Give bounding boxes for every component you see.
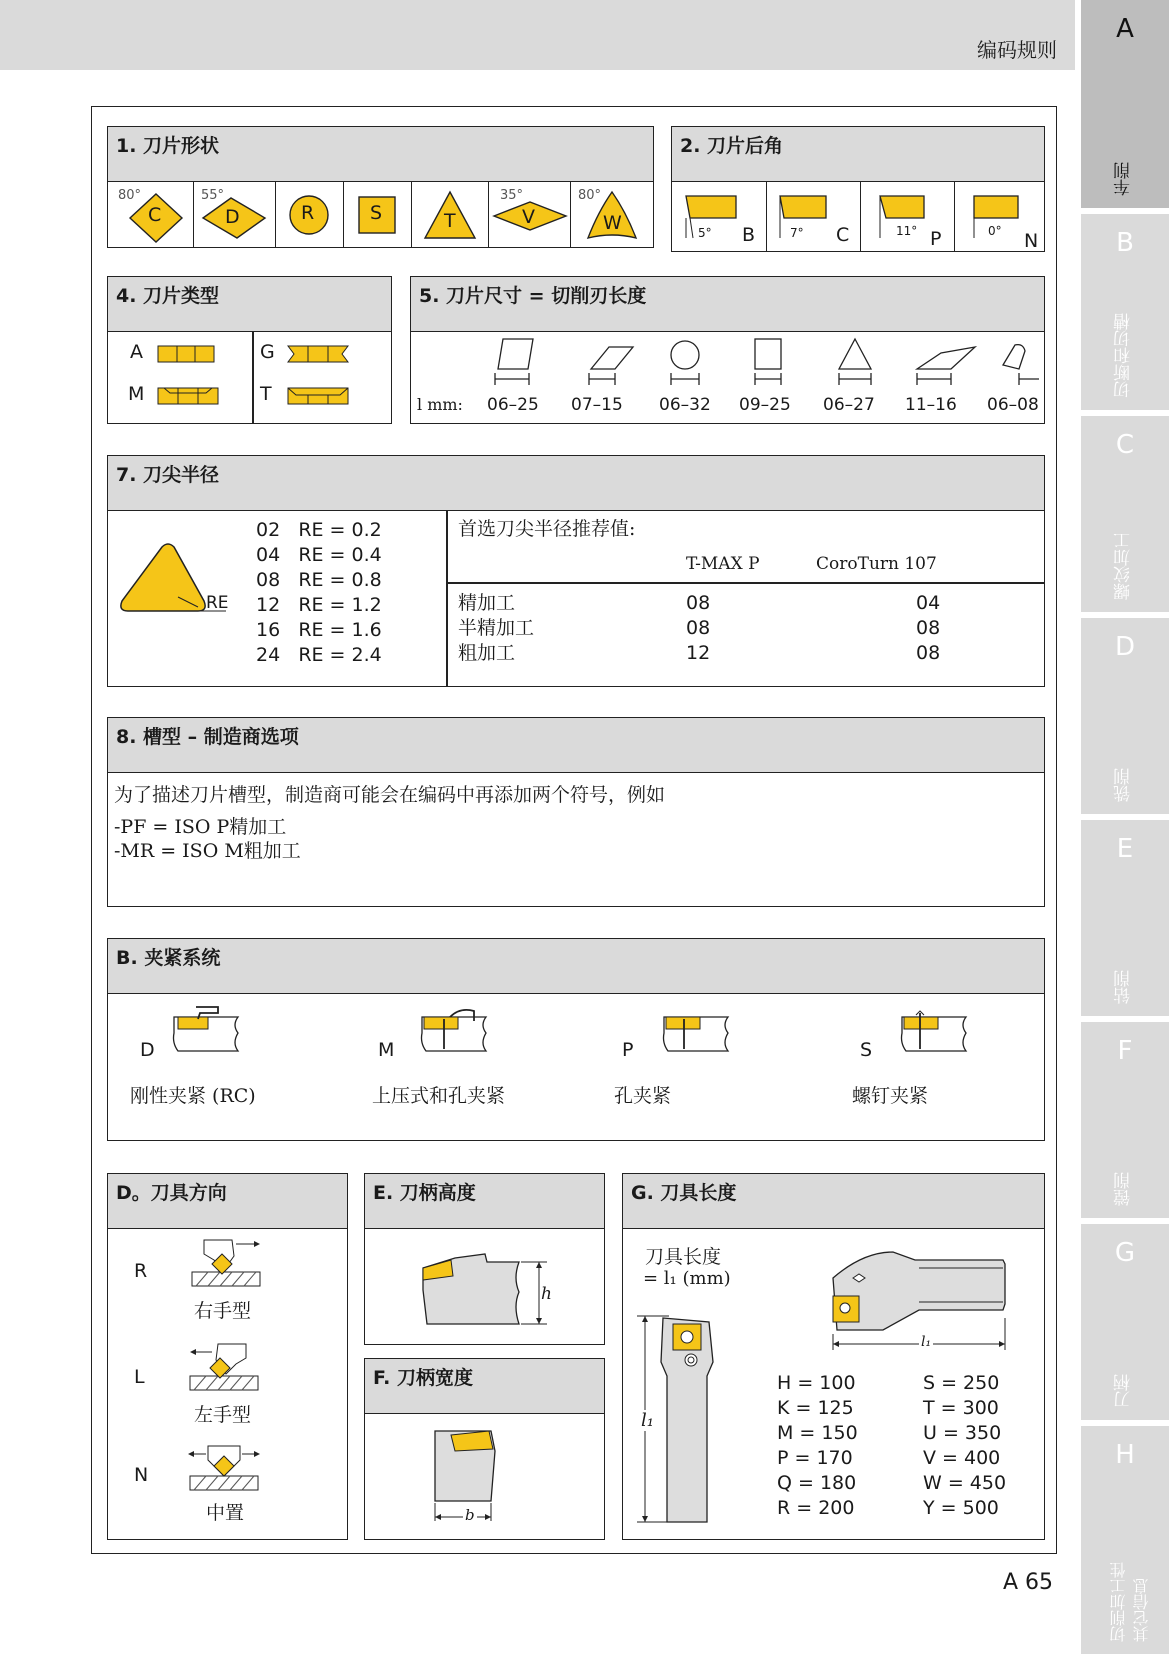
size-unit-label: l mm: bbox=[417, 395, 463, 414]
shape-code: D bbox=[225, 206, 240, 228]
length-code: H = 100 bbox=[777, 1372, 856, 1394]
radius-code: 04 bbox=[256, 544, 281, 566]
radius-value: RE = 1.2 bbox=[298, 594, 382, 616]
size-value: 11–16 bbox=[905, 395, 957, 415]
shape-row bbox=[108, 182, 653, 247]
direction-code: L bbox=[134, 1366, 145, 1388]
side-tab-h[interactable] bbox=[1081, 1426, 1169, 1654]
size-value: 06–08 bbox=[987, 395, 1039, 415]
type-t-icon bbox=[286, 385, 352, 409]
radius-code: 12 bbox=[256, 594, 281, 616]
section-nose-radius bbox=[107, 455, 1045, 687]
recommend-row-name: 半精加工 bbox=[458, 617, 535, 639]
dim-h-label: h bbox=[541, 1284, 552, 1304]
side-tab-label: 车削 bbox=[1114, 162, 1134, 196]
shape-cell-t bbox=[411, 182, 489, 247]
direction-label: 中置 bbox=[206, 1502, 245, 1524]
side-tab-c[interactable] bbox=[1081, 416, 1169, 612]
divider bbox=[446, 582, 1044, 584]
type-a-icon bbox=[156, 343, 218, 367]
side-tab-label: 镗削 bbox=[1114, 1172, 1134, 1206]
side-tab-letter: H bbox=[1115, 1440, 1135, 1470]
section-title: E. 刀柄高度 bbox=[365, 1174, 604, 1229]
side-tab-letter: A bbox=[1116, 14, 1134, 44]
shape-cell-v bbox=[488, 182, 571, 247]
section-title: F. 刀柄宽度 bbox=[365, 1359, 604, 1414]
section-chipbreaker bbox=[107, 717, 1045, 907]
clearance-cell-b bbox=[672, 182, 767, 251]
radius-code: 08 bbox=[256, 569, 281, 591]
shape-code: T bbox=[444, 210, 456, 232]
clearance-cell-c bbox=[766, 182, 861, 251]
column-header-coroturn: CoroTurn 107 bbox=[816, 554, 937, 574]
length-code: U = 350 bbox=[923, 1422, 1002, 1444]
length-code: Y = 500 bbox=[923, 1497, 999, 1519]
section-title: 7. 刀尖半径 bbox=[108, 456, 1044, 511]
section-title: 4. 刀片类型 bbox=[108, 277, 391, 332]
shank-width-icon bbox=[431, 1421, 531, 1533]
shape-angle: 80° bbox=[118, 188, 142, 203]
section-insert-size bbox=[410, 276, 1045, 424]
clamp-code: M bbox=[378, 1039, 395, 1061]
shape-cell-w bbox=[570, 182, 652, 247]
page-title: 编码规则 bbox=[977, 38, 1057, 62]
section-title: 2. 刀片后角 bbox=[672, 127, 1044, 182]
side-tab-strip bbox=[1081, 0, 1169, 1654]
clearance-cell-p bbox=[860, 182, 955, 251]
type-g-icon bbox=[286, 343, 352, 367]
radius-value: RE = 1.6 bbox=[298, 619, 382, 641]
type-m-icon bbox=[156, 385, 222, 409]
clearance-code: B bbox=[742, 224, 756, 246]
side-tab-label: 钻削 bbox=[1114, 970, 1134, 1004]
clamp-rigid-icon bbox=[168, 1003, 244, 1061]
radius-row bbox=[256, 518, 382, 543]
length-formula: = l₁ (mm) bbox=[643, 1268, 731, 1289]
clamp-hole-icon bbox=[658, 1003, 734, 1061]
type-code: T bbox=[260, 383, 272, 405]
clamp-label: 上压式和孔夹紧 bbox=[372, 1085, 506, 1107]
clearance-row bbox=[672, 182, 1044, 251]
shape-code: S bbox=[370, 202, 383, 224]
radius-code: 02 bbox=[256, 519, 281, 541]
length-code: T = 300 bbox=[923, 1397, 999, 1419]
radius-value: RE = 0.2 bbox=[298, 519, 382, 541]
side-tab-letter: D bbox=[1114, 632, 1136, 662]
side-tab-label: 切断和切槽 bbox=[1114, 313, 1134, 398]
recommend-row-name: 粗加工 bbox=[458, 642, 516, 664]
nose-radius-triangle-icon bbox=[118, 541, 228, 631]
length-label: 刀具长度 bbox=[645, 1246, 722, 1268]
direction-code: R bbox=[134, 1260, 148, 1282]
length-codes-left bbox=[777, 1371, 858, 1521]
clearance-angle: 5° bbox=[698, 226, 712, 240]
recommend-value: 08 bbox=[686, 617, 711, 639]
section-shank-height bbox=[364, 1173, 605, 1345]
clearance-angle: 7° bbox=[790, 226, 804, 240]
side-tab-label: 刀柄 bbox=[1114, 1374, 1134, 1408]
side-tab-label: 切削加工性 其它信息 bbox=[1109, 1562, 1151, 1642]
radius-row bbox=[256, 593, 382, 618]
shape-cell-r bbox=[275, 182, 344, 247]
direction-right-icon bbox=[188, 1236, 264, 1292]
divider bbox=[446, 511, 448, 686]
direction-label: 左手型 bbox=[194, 1404, 252, 1426]
type-code: A bbox=[130, 341, 143, 363]
radius-code: 24 bbox=[256, 644, 281, 666]
radius-row bbox=[256, 568, 382, 593]
recommend-value: 08 bbox=[916, 642, 941, 664]
section-insert-type bbox=[107, 276, 392, 424]
dim-b-label: b bbox=[465, 1506, 475, 1524]
clamp-code: D bbox=[140, 1039, 155, 1061]
clamp-code: S bbox=[860, 1039, 873, 1061]
radius-row bbox=[256, 543, 382, 568]
shape-angle: 80° bbox=[578, 188, 602, 203]
radius-value: RE = 2.4 bbox=[298, 644, 382, 666]
length-code: Q = 180 bbox=[777, 1472, 857, 1494]
divider bbox=[252, 332, 254, 423]
radius-list bbox=[256, 518, 382, 668]
side-tab-d[interactable] bbox=[1081, 618, 1169, 814]
side-tab-f[interactable] bbox=[1081, 1022, 1169, 1218]
size-value: 06–32 bbox=[659, 395, 711, 415]
radius-value: RE = 0.8 bbox=[298, 569, 382, 591]
size-shape-icons bbox=[411, 333, 1043, 391]
side-tab-letter: B bbox=[1116, 228, 1134, 258]
recommend-value: 12 bbox=[686, 642, 711, 664]
column-header-tmaxp: T-MAX P bbox=[686, 554, 760, 574]
radius-code: 16 bbox=[256, 619, 281, 641]
length-code: V = 400 bbox=[923, 1447, 1001, 1469]
section-title: 8. 槽型 – 制造商选项 bbox=[108, 718, 1044, 773]
section-insert-shape bbox=[107, 126, 654, 248]
dim-l1-label: l₁ bbox=[641, 1410, 654, 1431]
side-tab-g[interactable] bbox=[1081, 1224, 1169, 1420]
shape-cell-s bbox=[343, 182, 412, 247]
length-code: P = 170 bbox=[777, 1447, 853, 1469]
recommend-value: 08 bbox=[686, 592, 711, 614]
side-tab-e[interactable] bbox=[1081, 820, 1169, 1016]
clearance-c-icon bbox=[774, 192, 834, 242]
section-title: B. 夹紧系统 bbox=[108, 939, 1044, 994]
clamp-label: 螺钉夹紧 bbox=[852, 1085, 929, 1107]
section-title: 1. 刀片形状 bbox=[108, 127, 653, 182]
recommend-title: 首选刀尖半径推荐值: bbox=[458, 518, 636, 540]
size-value: 09–25 bbox=[739, 395, 791, 415]
side-tab-b[interactable] bbox=[1081, 214, 1169, 410]
side-tab-letter: F bbox=[1117, 1036, 1133, 1066]
side-tab-label: 螺纹加工 bbox=[1114, 532, 1134, 600]
side-tab-a[interactable] bbox=[1081, 0, 1169, 208]
shape-cell-c bbox=[108, 182, 194, 247]
section-title: D。刀具方向 bbox=[108, 1174, 347, 1229]
recommend-tmaxp-values bbox=[686, 591, 710, 666]
shape-code: V bbox=[522, 206, 535, 228]
shape-code: C bbox=[148, 204, 162, 226]
direction-label: 右手型 bbox=[194, 1300, 252, 1322]
direction-left-icon bbox=[186, 1340, 262, 1396]
section-shank-width bbox=[364, 1358, 605, 1540]
length-code: S = 250 bbox=[923, 1372, 1000, 1394]
clearance-angle: 11° bbox=[896, 224, 918, 238]
section-tool-length bbox=[622, 1173, 1045, 1540]
shape-cell-d bbox=[193, 182, 276, 247]
section-clearance-angle bbox=[671, 126, 1045, 252]
shape-code: W bbox=[603, 212, 622, 234]
recommend-names bbox=[458, 591, 534, 666]
size-value: 06–27 bbox=[823, 395, 875, 415]
type-code: G bbox=[260, 341, 275, 363]
clearance-code: P bbox=[930, 228, 942, 250]
direction-neutral-icon bbox=[186, 1442, 262, 1498]
recommend-coroturn-values bbox=[916, 591, 940, 666]
length-code: M = 150 bbox=[777, 1422, 858, 1444]
chipbreaker-example: -MR = ISO M粗加工 bbox=[114, 840, 301, 862]
recommend-value: 08 bbox=[916, 617, 941, 639]
dim-l1-label: l₁ bbox=[921, 1334, 932, 1350]
clamp-code: P bbox=[622, 1039, 634, 1061]
page-number: A 65 bbox=[1003, 1570, 1054, 1595]
section-tool-direction bbox=[107, 1173, 348, 1540]
type-code: M bbox=[128, 383, 145, 405]
size-value: 07–15 bbox=[571, 395, 623, 415]
length-codes-right bbox=[923, 1371, 1006, 1521]
clamp-label: 刚性夹紧 (RC) bbox=[130, 1085, 256, 1107]
side-tab-letter: E bbox=[1116, 834, 1134, 864]
length-code: K = 125 bbox=[777, 1397, 854, 1419]
length-code: R = 200 bbox=[777, 1497, 855, 1519]
shape-angle: 55° bbox=[201, 188, 225, 203]
section-title: 5. 刀片尺寸 = 切削刃长度 bbox=[411, 277, 1044, 332]
recommend-row-name: 精加工 bbox=[458, 592, 516, 614]
clearance-code: N bbox=[1024, 230, 1039, 252]
side-tab-label: 铣削 bbox=[1114, 768, 1134, 802]
clamp-label: 孔夹紧 bbox=[614, 1085, 672, 1107]
direction-code: N bbox=[134, 1464, 149, 1486]
shank-height-icon bbox=[415, 1240, 555, 1336]
clearance-cell-n bbox=[954, 182, 1044, 251]
radius-row bbox=[256, 643, 382, 668]
top-header-bar bbox=[0, 0, 1075, 70]
side-tab-letter: C bbox=[1115, 430, 1135, 460]
length-code: W = 450 bbox=[923, 1472, 1007, 1494]
radius-value: RE = 0.4 bbox=[298, 544, 382, 566]
clearance-code: C bbox=[836, 224, 850, 246]
side-tab-letter: G bbox=[1114, 1238, 1136, 1268]
chipbreaker-example: -PF = ISO P精加工 bbox=[114, 816, 287, 838]
shape-angle: 35° bbox=[500, 188, 524, 203]
clamp-lever-icon bbox=[416, 1003, 492, 1061]
radius-row bbox=[256, 618, 382, 643]
section-title: G. 刀具长度 bbox=[623, 1174, 1044, 1229]
recommend-value: 04 bbox=[916, 592, 941, 614]
re-label: RE bbox=[206, 593, 229, 613]
clearance-angle: 0° bbox=[988, 224, 1002, 238]
shape-code: R bbox=[301, 202, 315, 224]
section-clamping bbox=[107, 938, 1045, 1141]
chipbreaker-desc: 为了描述刀片槽型，制造商可能会在编码中再添加两个符号，例如 bbox=[114, 784, 666, 806]
clamp-screw-icon bbox=[896, 1003, 972, 1061]
size-value: 06–25 bbox=[487, 395, 539, 415]
